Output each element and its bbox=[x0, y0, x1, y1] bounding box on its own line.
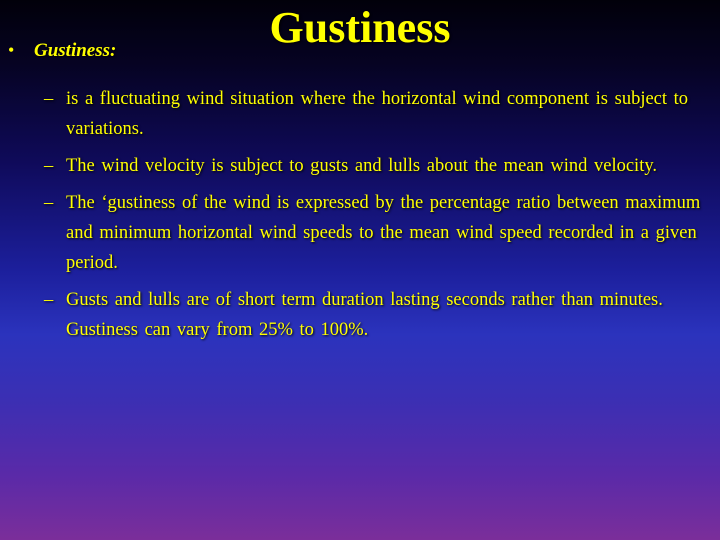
slide-title: Gustiness bbox=[269, 3, 451, 52]
list-item-text: Gusts and lulls are of short term duration lasting seconds rather than minutes. Gustiness can vary from 25% to 100%. bbox=[66, 290, 663, 340]
bullet-icon: • bbox=[8, 40, 15, 60]
dash-icon: – bbox=[44, 193, 54, 213]
level1-bullet-item bbox=[8, 40, 116, 62]
list-item-text: is a fluctuating wind situation where the horizontal wind component is subject to variations. bbox=[66, 89, 689, 139]
dash-icon: – bbox=[44, 89, 54, 109]
level1-label: Gustiness: bbox=[34, 40, 117, 61]
list-item bbox=[44, 285, 708, 345]
list-item bbox=[44, 84, 708, 144]
list-item bbox=[44, 151, 708, 181]
list-item bbox=[44, 188, 708, 278]
dash-icon: – bbox=[44, 156, 54, 176]
list-item-text: The wind velocity is subject to gusts and lulls about the mean wind velocity. bbox=[66, 156, 658, 176]
sub-bullet-list bbox=[44, 84, 708, 352]
dash-icon: – bbox=[44, 290, 54, 310]
list-item-text: The ‘gustiness of the wind is expressed by the percentage ratio between maximum and minimum horizontal wind speeds to the mean wind speed recorded in a given period. bbox=[66, 193, 701, 273]
